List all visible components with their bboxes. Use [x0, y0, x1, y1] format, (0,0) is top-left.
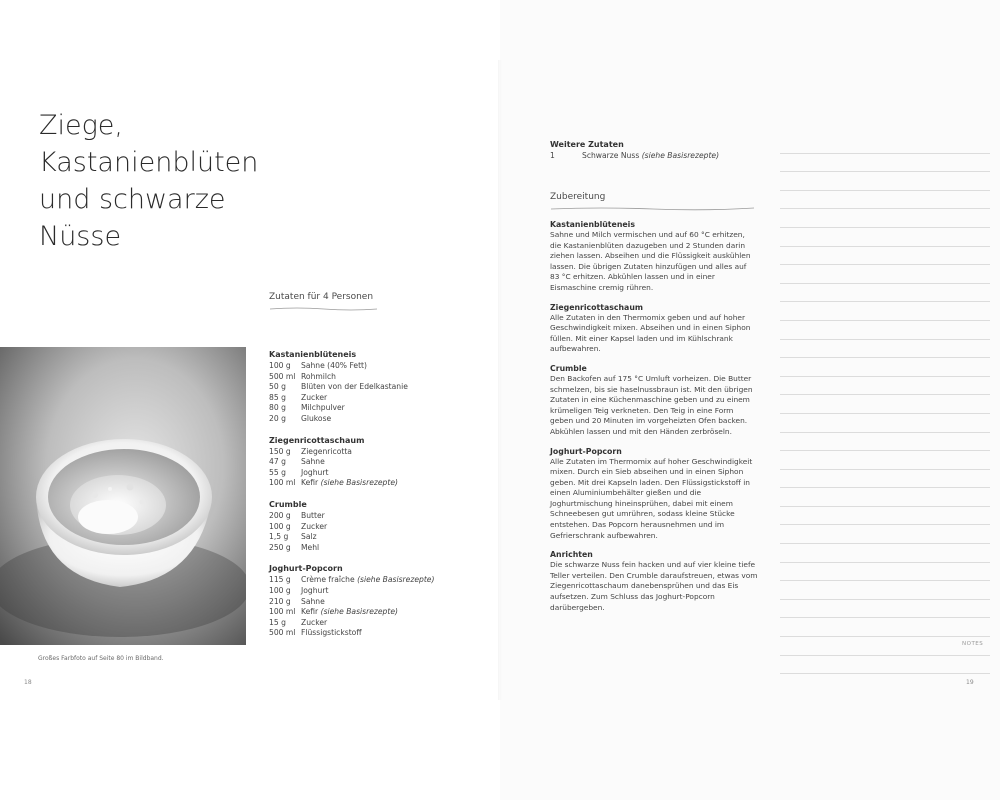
ingredient-name: Blüten von der Edelkastanie [301, 382, 408, 392]
note-line [780, 247, 990, 266]
title-line: und schwarze [39, 184, 226, 215]
title-line: Kastanienblüten [39, 147, 259, 178]
preparation-step [550, 220, 758, 294]
ingredient-row [269, 447, 489, 458]
step-text: Alle Zutaten im Thermomix auf hoher Geschwindigkeit mixen. Durch ein Sieb abseihen und in einen Siphon geben. Mit drei Kapseln laden. Den Flüssigstickstoff in einen Aluminiumbehälter gießen und die Joghurtmischung hineinsprühen, dabei mit einem Schneebesen gut umrühren, sodass kleine Stücke entstehen. Das Popcorn herausnehmen und im Gefrierschrank aufbewahren. [550, 456, 753, 540]
note-line [780, 433, 990, 452]
page-number-right: 19 [966, 679, 974, 686]
ingredient-name-text: Kefir [301, 478, 319, 488]
ingredient-row [269, 628, 489, 639]
ingredient-qty: 250 g [269, 542, 291, 552]
preparation-step [550, 303, 758, 355]
ingredient-name: Glukose [301, 413, 332, 423]
ingredient-qty: 500 ml [269, 628, 296, 638]
ingredient-qty: 50 g [269, 382, 286, 392]
ingredient-row [550, 151, 760, 162]
ingredient-row [269, 511, 489, 522]
title-line: Ziege, [39, 110, 124, 141]
ingredient-qty: 100 g [269, 585, 291, 595]
note-line [780, 414, 990, 433]
ingredient-qty: 55 g [269, 467, 286, 477]
note-line [780, 209, 990, 228]
note-line [780, 395, 990, 414]
preparation-heading: Zubereitung [550, 192, 606, 202]
ingredient-qty: 100 ml [269, 607, 296, 617]
note-line [780, 600, 990, 619]
preparation-step [550, 550, 758, 613]
note-line [780, 581, 990, 600]
ingredient-qty: 150 g [269, 446, 291, 456]
ingredient-qty: 100 ml [269, 478, 296, 488]
ingredient-name [582, 151, 760, 162]
ingredient-name [301, 607, 489, 618]
note-line [780, 154, 990, 173]
ingredient-qty: 500 ml [269, 371, 296, 381]
step-text: Sahne und Milch vermischen und auf 60 °C erhitzen, die Kastanienblüten dazugeben und 2 Stunden darin ziehen lassen. Abseihen und die Flüssigkeit auskühlen lassen. Die übrigen Zutaten hinzufügen und alles auf 83 °C erhitzen. Abkühlen lassen und in einer Eismaschine cremig rühren. [550, 230, 751, 292]
ingredient-qty: 1 [550, 151, 555, 160]
ingredient-row [269, 597, 489, 608]
ingredient-qty: 15 g [269, 617, 286, 627]
additional-ingredients [550, 140, 760, 162]
step-title: Crumble [550, 363, 587, 373]
ingredient-name-text: Kefir [301, 607, 319, 617]
ingredient-row [269, 382, 489, 393]
note-line [780, 321, 990, 340]
ingredient-name [301, 575, 489, 586]
ingredient-qty: 200 g [269, 510, 291, 520]
basis-reference: (siehe Basisrezepte) [641, 151, 720, 160]
ingredient-row [269, 575, 489, 586]
note-line [780, 618, 990, 637]
ingredient-group-title: Ziegenricottaschaum [269, 435, 365, 445]
note-line [780, 451, 990, 470]
ingredient-name: Sahne (40% Fett) [301, 361, 367, 370]
ingredient-name: Milchpulver [301, 403, 345, 413]
ingredients-block [269, 292, 489, 650]
ingredient-name: Rohmilch [301, 371, 336, 381]
dish-photo [0, 347, 246, 645]
notes-lines [780, 135, 990, 674]
ingredient-group-title: Crumble [269, 499, 307, 509]
preparation-step [550, 364, 758, 438]
ingredient-group [269, 436, 489, 489]
preparation-block [550, 192, 758, 622]
note-line [780, 358, 990, 377]
basis-reference: (siehe Basisrezepte) [357, 575, 435, 585]
ingredient-qty: 20 g [269, 413, 286, 423]
ingredient-row [269, 361, 489, 372]
ingredient-group-title: Kastanienblüteneis [269, 350, 357, 359]
ingredient-name: Salz [301, 532, 317, 542]
step-text: Den Backofen auf 175 °C Umluft vorheizen. Die Butter schmelzen, bis sie haselnussbraun ist. Mit den übrigen Zutaten in eine Küchenmaschine geben und zu einem krümeligen Teig verkneten. Den Teig in eine Form geben und 20 Minuten im vorgeheizten Ofen backen. Abkühlen lassen und mit den Händen zerbröseln. [550, 373, 753, 436]
ingredient-name: Zucker [301, 392, 328, 402]
page-fold [498, 60, 502, 700]
ingredient-row [269, 618, 489, 629]
ingredient-name: Sahne [301, 457, 325, 467]
ingredients-heading: Zutaten für 4 Personen [269, 292, 374, 302]
ingredient-qty: 210 g [269, 596, 291, 606]
ingredient-row [269, 543, 489, 554]
step-title: Anrichten [550, 550, 593, 560]
ingredient-row [269, 468, 489, 479]
ingredient-qty: 100 g [269, 521, 291, 531]
step-title: Joghurt-Popcorn [550, 446, 622, 456]
ingredient-name: Butter [301, 510, 325, 520]
ingredient-qty: 115 g [269, 575, 291, 585]
ingredient-qty: 47 g [269, 457, 286, 467]
note-line [780, 507, 990, 526]
ingredient-row [269, 403, 489, 414]
note-line [780, 656, 990, 675]
note-line [780, 191, 990, 210]
ingredient-row [269, 414, 489, 425]
ingredient-row [269, 607, 489, 618]
ingredient-row [269, 372, 489, 383]
ingredient-group [269, 500, 489, 553]
ingredient-name: Flüssigstickstoff [301, 628, 362, 638]
preparation-step [550, 447, 758, 542]
note-line [780, 228, 990, 247]
ingredient-name: Joghurt [301, 467, 329, 477]
ingredient-group [269, 564, 489, 639]
ingredient-group-title: Joghurt-Popcorn [269, 564, 343, 574]
step-title: Ziegenricottaschaum [550, 302, 643, 312]
step-text: Alle Zutaten in den Thermomix geben und auf hoher Geschwindigkeit mixen. Abseihen und in einen Siphon füllen. Mit einer Kapsel laden und im Kühlschrank aufbewahren. [550, 312, 751, 354]
step-title: Kastanienblüteneis [550, 220, 635, 229]
ingredient-name-text: Schwarze Nuss [582, 151, 640, 160]
ingredient-row [269, 532, 489, 543]
ingredient-qty: 85 g [269, 392, 286, 402]
note-line [780, 525, 990, 544]
note-line [780, 470, 990, 489]
photo-caption: Großes Farbfoto auf Seite 80 im Bildband. [38, 655, 164, 662]
ingredient-name: Ziegenricotta [301, 446, 352, 456]
note-line [780, 265, 990, 284]
step-text: Die schwarze Nuss fein hacken und auf vier kleine tiefe Teller verteilen. Den Crumble daraufstreuen, etwas vom Ziegenricottaschaum danebensprühen und das Eis aufsetzen. Zum Schluss das Joghurt-Popcorn darübergeben. [550, 560, 758, 612]
note-line [780, 284, 990, 303]
note-line [780, 302, 990, 321]
ingredient-group [269, 350, 489, 425]
note-line [780, 488, 990, 507]
basis-reference: (siehe Basisrezepte) [320, 607, 398, 617]
notes-label: NOTES [962, 641, 984, 647]
note-line [780, 544, 990, 563]
ingredient-qty: 100 g [269, 361, 291, 370]
ingredient-row [269, 457, 489, 468]
ingredient-row [269, 393, 489, 404]
ingredient-name: Joghurt [301, 585, 329, 595]
ingredient-qty: 80 g [269, 403, 286, 413]
ingredient-qty: 1,5 g [269, 532, 289, 542]
note-line [780, 563, 990, 582]
recipe-title [39, 107, 259, 255]
basis-reference: (siehe Basisrezepte) [320, 478, 398, 488]
page-number-left: 18 [24, 679, 32, 686]
ingredient-row [269, 586, 489, 597]
note-line [780, 172, 990, 191]
note-line [780, 377, 990, 396]
note-line [780, 637, 990, 656]
ingredient-row [269, 478, 489, 489]
ingredient-name-text: Crème fraîche [301, 575, 355, 585]
title-line: Nüsse [39, 221, 122, 252]
ingredient-row [269, 522, 489, 533]
ingredient-name: Zucker [301, 617, 328, 627]
note-line [780, 135, 990, 154]
ingredient-name: Zucker [301, 521, 328, 531]
ingredient-name: Sahne [301, 596, 325, 606]
ingredient-name [301, 478, 489, 489]
note-line [780, 340, 990, 359]
ingredient-name: Mehl [301, 542, 320, 552]
additional-ingredients-title: Weitere Zutaten [550, 140, 624, 149]
